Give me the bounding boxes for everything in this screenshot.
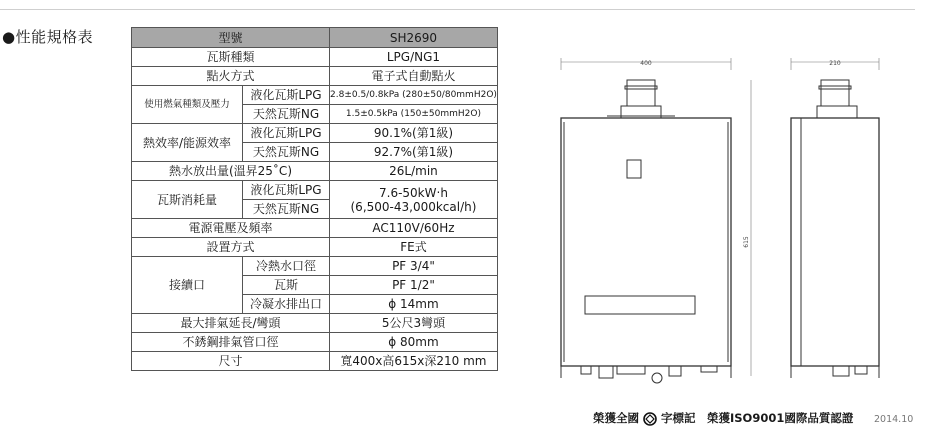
table-row [132, 314, 498, 333]
table-row [132, 86, 498, 105]
depth-dimension-label: 210 [829, 60, 841, 67]
install-label: 設置方式 [132, 238, 330, 257]
exhaust-length-value: 5公尺3彎頭 [330, 314, 498, 333]
display-window [627, 160, 641, 178]
efficiency-ng-label: 天然瓦斯NG [243, 143, 330, 162]
footer-date: 2014.10 [874, 414, 914, 425]
connection-label: 接續口 [132, 257, 243, 314]
power-label: 電源電壓及頻率 [132, 219, 330, 238]
table-row [132, 28, 498, 48]
footer-text-after: 字標記 榮獲ISO9001國際品質認證 [661, 411, 854, 425]
table-row [132, 257, 498, 276]
connection-water-label: 冷熱水口徑 [243, 257, 330, 276]
exhaust-length-label: 最大排氣延長/彎頭 [132, 314, 330, 333]
gas-type-label: 瓦斯種類 [132, 48, 330, 67]
header-label: 型號 [132, 28, 330, 48]
size-value: 寬400x高615x深210 mm [330, 352, 498, 371]
output-value: 26L/min [330, 162, 498, 181]
spec-table [131, 27, 498, 371]
table-row [132, 181, 498, 200]
connection-drain-value: ϕ 14mm [330, 295, 498, 314]
footer-text-before: 榮獲全國 [593, 411, 639, 425]
exhaust-dia-value: ϕ 80mm [330, 333, 498, 352]
pressure-ng-value: 1.5±0.5kPa (150±50mmH2O) [330, 105, 498, 124]
connection-drain-label: 冷凝水排出口 [243, 295, 330, 314]
bottom-panel [585, 296, 695, 314]
table-row [132, 333, 498, 352]
heater-dimension-drawing [555, 56, 900, 396]
gas-type-value: LPG/NG1 [330, 48, 498, 67]
certification-footer [593, 410, 853, 426]
section-heading: ●性能規格表 [2, 28, 94, 46]
pressure-ng-label: 天然瓦斯NG [243, 105, 330, 124]
connection-water-value: PF 3/4" [330, 257, 498, 276]
consumption-value-line2: (6,500-43,000kcal/h) [350, 199, 477, 214]
consumption-value [330, 181, 498, 219]
heater-body-side [791, 118, 879, 366]
efficiency-ng-value: 92.7%(第1級) [330, 143, 498, 162]
install-value: FE式 [330, 238, 498, 257]
exhaust-dia-label: 不銹鋼排氣管口徑 [132, 333, 330, 352]
width-dimension-label: 400 [640, 60, 652, 67]
consumption-ng-label: 天然瓦斯NG [243, 200, 330, 219]
consumption-value-line1: 7.6-50kW‧h [379, 185, 448, 200]
ignition-label: 點火方式 [132, 67, 330, 86]
table-row [132, 238, 498, 257]
efficiency-lpg-value: 90.1%(第1級) [330, 124, 498, 143]
table-row [132, 352, 498, 371]
cns-mark-icon [643, 412, 657, 426]
connection-gas-value: PF 1/2" [330, 276, 498, 295]
connection-gas-label: 瓦斯 [243, 276, 330, 295]
pressure-label: 使用燃氣種類及壓力 [132, 86, 243, 124]
consumption-label: 瓦斯消耗量 [132, 181, 243, 219]
height-dimension-label: 615 [743, 236, 750, 248]
pressure-lpg-value: 2.8±0.5/0.8kPa (280±50/80mmH2O) [330, 86, 498, 105]
power-value: AC110V/60Hz [330, 219, 498, 238]
table-row [132, 48, 498, 67]
table-row [132, 219, 498, 238]
header-value: SH2690 [330, 28, 498, 48]
ignition-value: 電子式自動點火 [330, 67, 498, 86]
heater-body-front [561, 118, 731, 366]
table-row [132, 67, 498, 86]
efficiency-label: 熱效率/能源效率 [132, 124, 243, 162]
table-row [132, 162, 498, 181]
table-row [132, 124, 498, 143]
flue-outlet [627, 80, 655, 106]
top-divider [0, 9, 915, 10]
pressure-lpg-label: 液化瓦斯LPG [243, 86, 330, 105]
efficiency-lpg-label: 液化瓦斯LPG [243, 124, 330, 143]
consumption-lpg-label: 液化瓦斯LPG [243, 181, 330, 200]
output-label: 熱水放出量(溫昇25˚C) [132, 162, 330, 181]
size-label: 尺寸 [132, 352, 330, 371]
